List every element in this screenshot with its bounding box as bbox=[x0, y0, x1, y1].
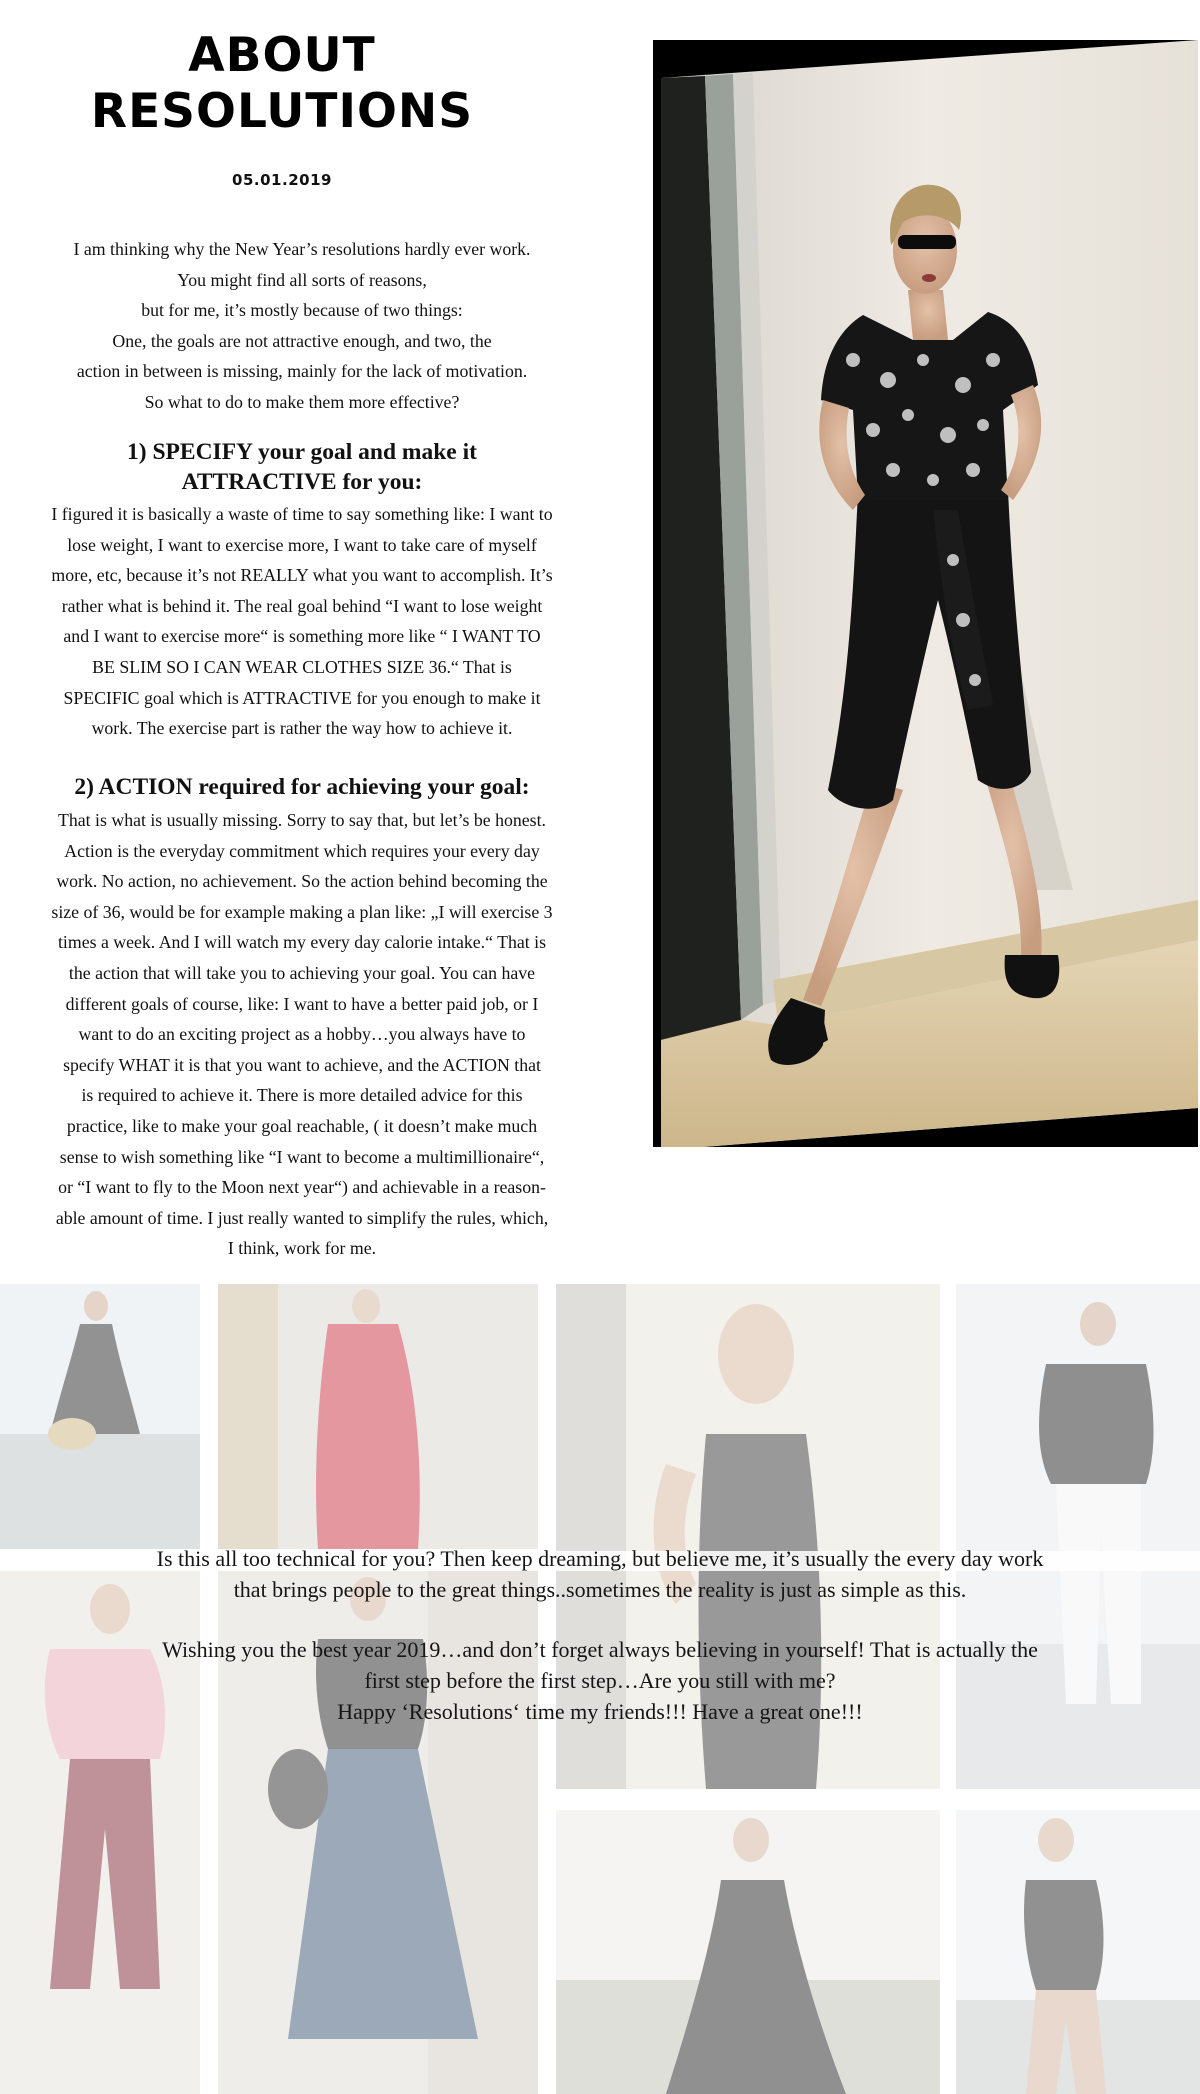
text-line: the action that will take you to achieving your goal. You can have bbox=[68, 962, 536, 983]
intro-paragraph bbox=[20, 234, 584, 418]
closing-paragraph-1 bbox=[40, 1543, 1160, 1605]
text-line: I figured it is basically a waste of time to say something like: I want to bbox=[51, 504, 553, 524]
text-line: lose weight, I want to exercise more, I want to take care of myself bbox=[67, 534, 537, 555]
text-line: that brings people to the great things..sometimes the reality is just as simple as this. bbox=[233, 1577, 967, 1602]
text-line: able amount of time. I just really wanted to simplify the rules, which, bbox=[55, 1207, 549, 1228]
section2-heading bbox=[20, 772, 584, 802]
section2-body bbox=[20, 805, 584, 1264]
lips bbox=[922, 274, 936, 282]
text-line: practice, like to make your goal reachable, ( it doesn’t make much bbox=[66, 1115, 538, 1136]
text-line: Wishing you the best year 2019…and don’t forget always believing in yourself! That is actually the bbox=[162, 1637, 1038, 1662]
heading-line: 1) SPECIFY your goal and make it bbox=[127, 439, 477, 465]
text-line: Is this all too technical for you? Then keep dreaming, but believe me, it’s usually the every day work bbox=[156, 1546, 1044, 1571]
text-line: is required to achieve it. There is more detailed advice for this bbox=[81, 1085, 523, 1106]
text-line: BE SLIM SO I CAN WEAR CLOTHES SIZE 36.“ That is bbox=[92, 656, 512, 677]
text-line: One, the goals are not attractive enough, and two, the bbox=[112, 330, 492, 351]
text-line: specify WHAT it is that you want to achieve, and the ACTION that bbox=[63, 1054, 541, 1075]
heading-line: ATTRACTIVE for you: bbox=[181, 469, 423, 495]
text-line: work. The exercise part is rather the way how to achieve it. bbox=[91, 718, 513, 739]
text-line: Happy ‘Resolutions‘ time my friends!!! Have a great one!!! bbox=[337, 1699, 863, 1724]
text-line: more, etc, because it’s not REALLY what you want to accomplish. It’s bbox=[51, 565, 553, 586]
section1-body bbox=[20, 499, 584, 744]
text-line: I think, work for me. bbox=[227, 1238, 377, 1259]
text-line: first step before the first step…Are you still with me? bbox=[364, 1668, 836, 1693]
hero-photo-illustration bbox=[653, 40, 1198, 1147]
heading-line: 2) ACTION required for achieving your goal: bbox=[74, 774, 530, 800]
page-title-line: ABOUT bbox=[188, 28, 376, 83]
text-line: or “I want to fly to the Moon next year“) and achievable in a reason- bbox=[58, 1177, 546, 1198]
post-date: 05.01.2019 bbox=[232, 171, 332, 189]
text-line: Action is the everyday commitment which requires your every day bbox=[64, 840, 540, 861]
text-line: SPECIFIC goal which is ATTRACTIVE for you enough to make it bbox=[63, 687, 541, 708]
closing-paragraph-2 bbox=[40, 1634, 1160, 1727]
text-line: size of 36, would be for example making a plan like: „I will exercise 3 bbox=[51, 901, 553, 922]
text-line: action in between is missing, mainly for the lack of motivation. bbox=[76, 361, 528, 382]
text-line: times a week. And I will watch my every day calorie intake.“ That is bbox=[57, 932, 546, 953]
neck bbox=[908, 290, 948, 340]
text-line: sense to wish something like “I want to become a multimillionaire“, bbox=[59, 1146, 545, 1167]
text-line: work. No action, no achievement. So the action behind becoming the bbox=[56, 871, 548, 892]
section1-heading bbox=[20, 437, 584, 497]
text-line: different goals of course, like: I want to have a better paid job, or I bbox=[65, 993, 539, 1014]
text-line: rather what is behind it. The real goal behind “I want to lose weight bbox=[61, 595, 543, 616]
text-line: So what to do to make them more effective? bbox=[144, 391, 460, 412]
sunglasses bbox=[898, 235, 956, 249]
hero-photo bbox=[653, 40, 1198, 1147]
page-title-line: RESOLUTIONS bbox=[90, 84, 474, 139]
text-line: but for me, it’s mostly because of two things: bbox=[141, 300, 463, 321]
text-line: and I want to exercise more“ is something more like “ I WANT TO bbox=[63, 626, 541, 647]
text-line: That is what is usually missing. Sorry to say that, but let’s be honest. bbox=[58, 810, 546, 830]
text-line: You might find all sorts of reasons, bbox=[177, 269, 427, 290]
text-line: I am thinking why the New Year’s resolutions hardly ever work. bbox=[73, 239, 531, 259]
text-line: want to do an exciting project as a hobby…you always have to bbox=[78, 1024, 526, 1045]
page-title bbox=[40, 28, 524, 140]
